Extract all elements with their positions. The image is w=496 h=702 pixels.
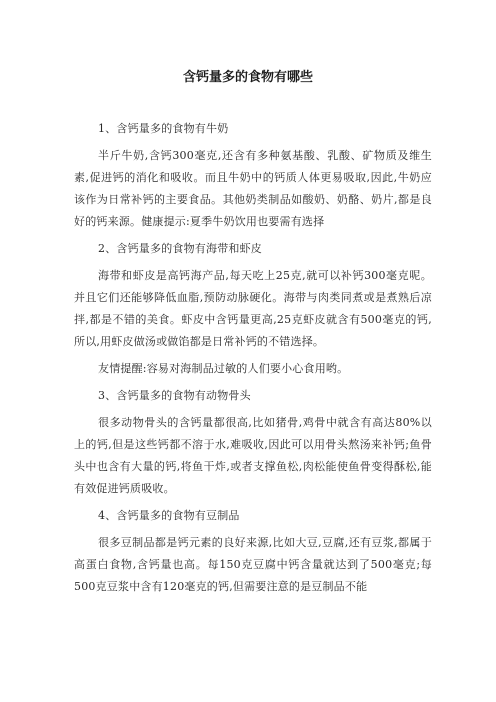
paragraph-animal-bones: 很多动物骨头的含钙量都很高,比如猪骨,鸡骨中就含有高达80%以上的钙,但是这些钙都不溶于水,难吸收,因此可以用骨头熬汤来补钙;鱼骨头中也含有大量的钙,将鱼干炸,或者支撑鱼松,肉松能使鱼骨变得酥松,能有效促进钙质吸收。 [74, 416, 432, 495]
document-body [74, 118, 432, 598]
paragraph-seaweed-shrimp: 海带和虾皮是高钙海产品,每天吃上25克,就可以补钙300毫克呢。并且它们还能够降低血脂,预防动脉硬化。海带与肉类同煮或是煮熟后凉拌,都是不错的美食。虾皮中含钙量更高,25克虾皮就含有500毫克的钙,所以,用虾皮做汤或做馅都是日常补钙的不错选择。 [74, 269, 432, 348]
section-heading-soy-products: 4、含钙量多的食物有豆制品 [98, 509, 240, 522]
section-heading-animal-bones: 3、含钙量多的食物有动物骨头 [98, 389, 251, 402]
paragraph-milk: 半斤牛奶,含钙300毫克,还含有多种氨基酸、乳酸、矿物质及维生素,促进钙的消化和吸收。而且牛奶中的钙质人体更易吸取,因此,牛奶应该作为日常补钙的主要食品。其他奶类制品如酸奶、奶酪、奶片,都是良好的钙来源。健康提示:夏季牛奶饮用也要需有选择 [74, 149, 432, 228]
paragraph-allergy-reminder: 友情提醒:容易对海制品过敏的人们要小心食用哟。 [98, 362, 349, 375]
document-title: 含钙量多的食物有哪些 [182, 70, 313, 85]
paragraph-soy-products: 很多豆制品都是钙元素的良好来源,比如大豆,豆腐,还有豆浆,都属于高蛋白食物,含钙量也高。每150克豆腐中钙含量就达到了500毫克;每500克豆浆中含有120毫克的钙,但需要注意的是豆制品不能 [74, 536, 432, 593]
section-heading-milk: 1、含钙量多的食物有牛奶 [98, 122, 229, 135]
section-heading-seaweed-shrimp: 2、含钙量多的食物有海带和虾皮 [98, 242, 262, 255]
